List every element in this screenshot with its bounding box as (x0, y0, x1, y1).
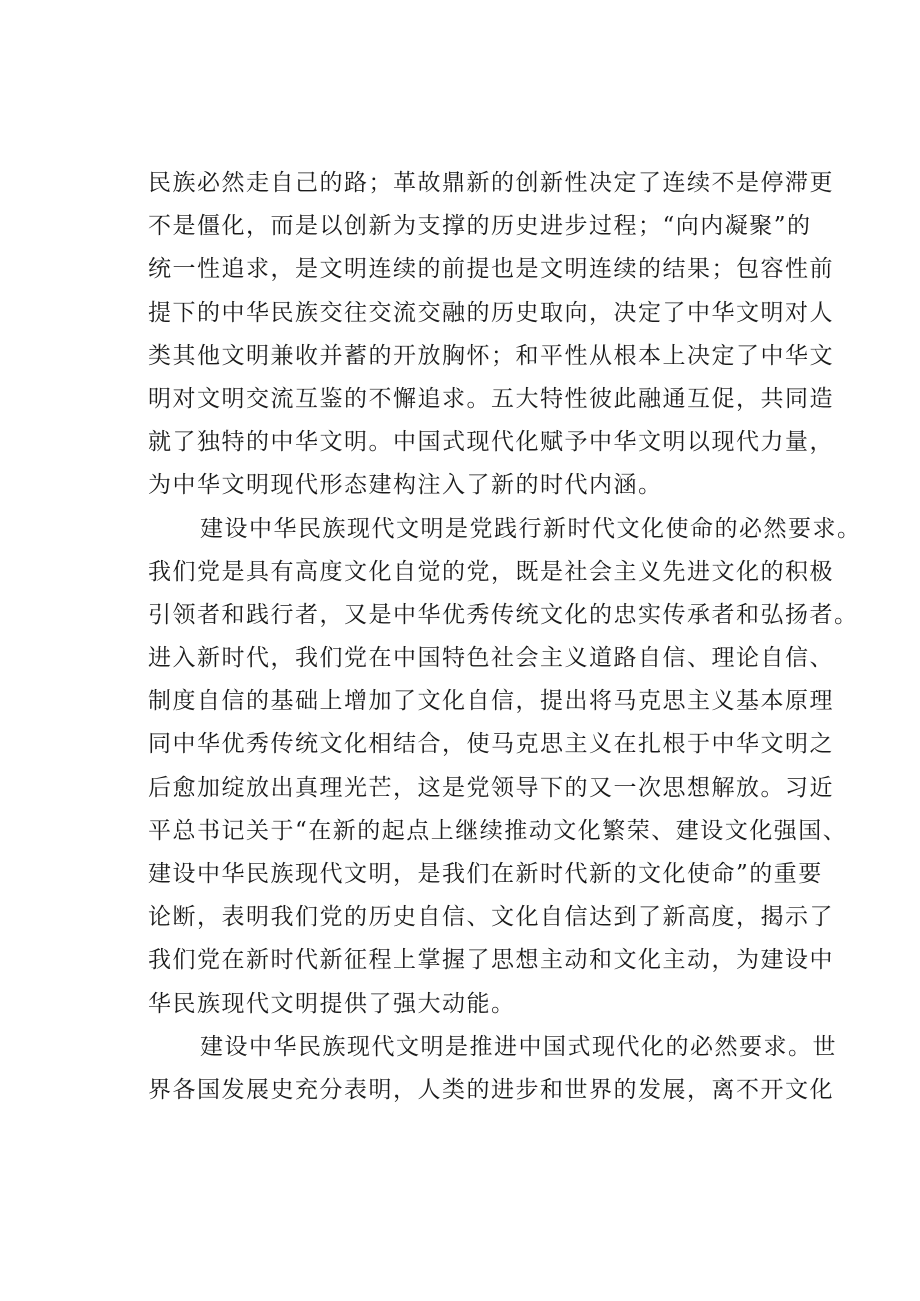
paragraph-first-line: 建设中华民族现代文明是推进中国式现代化的必然要求。世 (200, 1033, 837, 1060)
text-line: 进入新时代，我们党在中国特色社会主义道路自信、理论自信、 (148, 645, 834, 672)
body-text (148, 162, 862, 1112)
text-line: 民族必然走自己的路；革故鼎新的创新性决定了连续不是停滞更 (148, 170, 834, 196)
text-line: 为中华文明现代形态建构注入了新的时代内涵。 (148, 472, 663, 499)
text-line: 建设中华民族现代文明，是我们在新时代新的文化使命”的重要 (148, 861, 823, 887)
paragraph-first-line: 建设中华民族现代文明是党践行新时代文化使命的必然要求。 (200, 515, 862, 542)
text-line: 我们党是具有高度文化自觉的党，既是社会主义先进文化的积极 (148, 558, 834, 585)
text-line: 引领者和践行者，又是中华优秀传统文化的忠实传承者和弘扬者。 (148, 601, 859, 628)
text-line: 我们党在新时代新征程上掌握了思想主动和文化主动，为建设中 (148, 947, 834, 974)
text-line: 平总书记关于“在新的起点上继续推动文化繁荣、建设文化强国、 (148, 817, 848, 844)
text-line: 提下的中华民族交往交流交融的历史取向，决定了中华文明对人 (148, 299, 834, 326)
text-line: 制度自信的基础上增加了文化自信，提出将马克思主义基本原理 (148, 688, 834, 715)
text-line: 不是僵化，而是以创新为支撑的历史进步过程；“向内凝聚”的 (148, 213, 812, 240)
text-line: 同中华优秀传统文化相结合，使马克思主义在扎根于中华文明之 (148, 731, 834, 758)
text-line: 华民族现代文明提供了强大动能。 (148, 990, 516, 1017)
text-line: 统一性追求，是文明连续的前提也是文明连续的结果；包容性前 (148, 256, 834, 283)
text-line: 明对文明交流互鉴的不懈追求。五大特性彼此融通互促，共同造 (148, 385, 834, 412)
text-line: 后愈加绽放出真理光芒，这是党领导下的又一次思想解放。习近 (148, 774, 834, 801)
text-line: 界各国发展史充分表明，人类的进步和世界的发展，离不开文化 (148, 1076, 834, 1103)
text-line: 就了独特的中华文明。中国式现代化赋予中华文明以现代力量， (148, 429, 834, 456)
text-line: 论断，表明我们党的历史自信、文化自信达到了新高度，揭示了 (148, 904, 834, 931)
text-line: 类其他文明兼收并蓄的开放胸怀；和平性从根本上决定了中华文 (148, 342, 834, 369)
